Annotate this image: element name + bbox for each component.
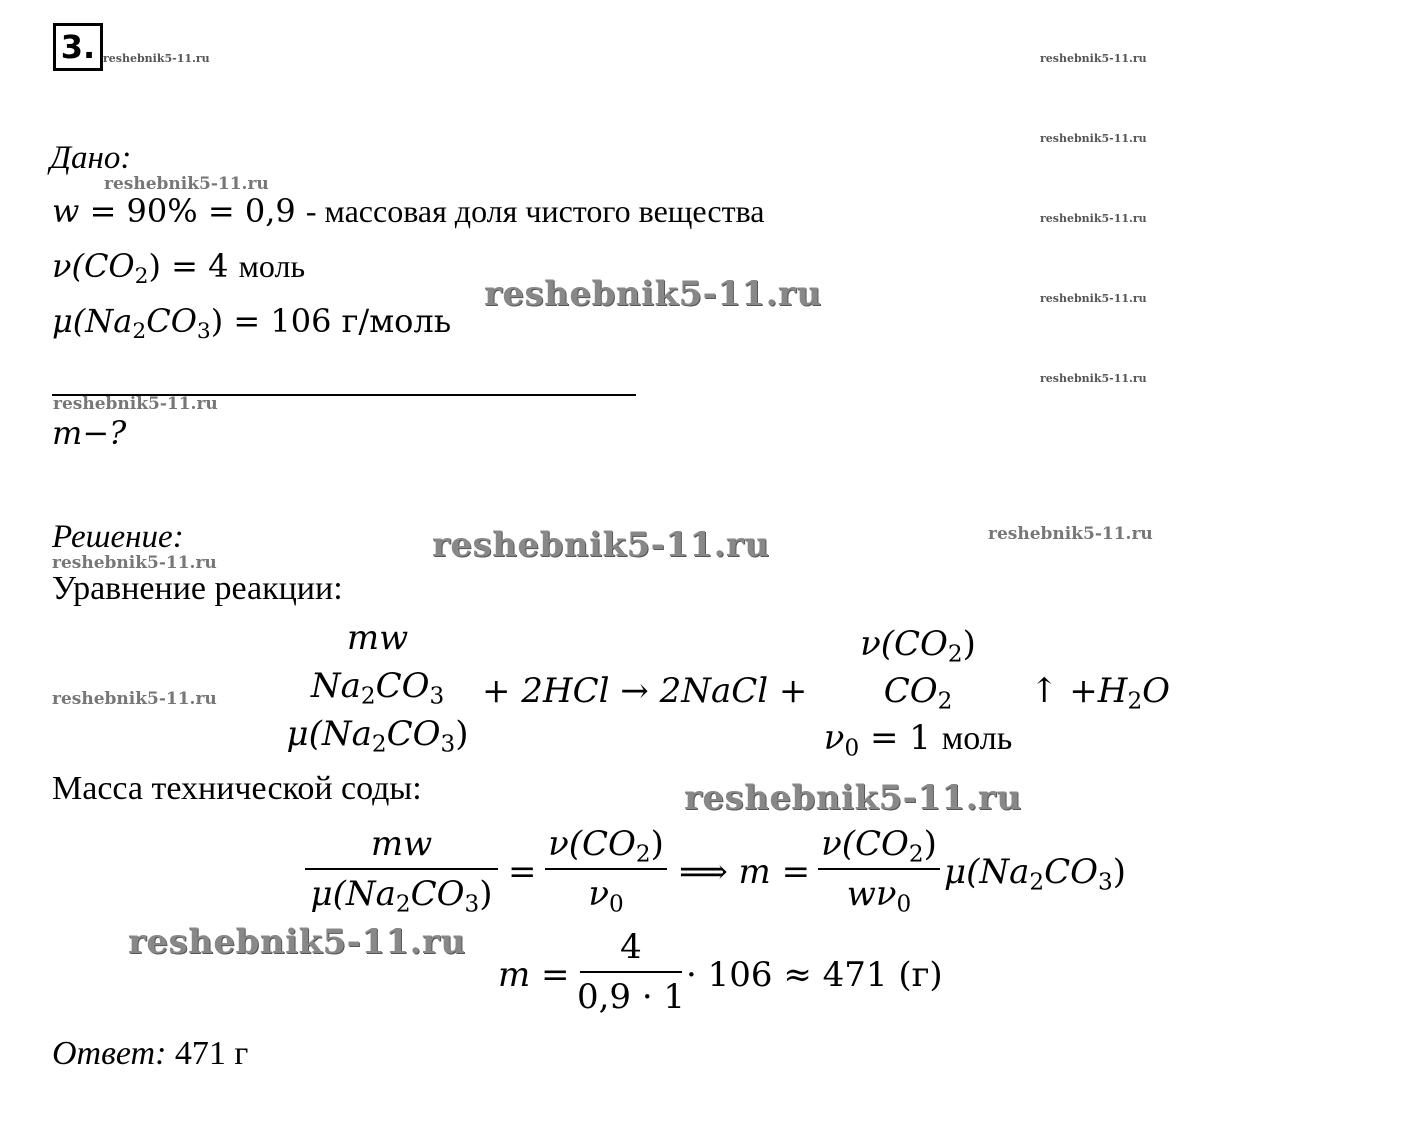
fraction-4-over-0-9: 4 0,9 · 1 — [576, 927, 686, 1017]
watermark: reshebnik5-11.ru — [104, 174, 269, 194]
watermark: reshebnik5-11.ru — [1040, 292, 1147, 305]
calc-lhs: m = — [498, 955, 570, 995]
mass-label: Масса технической соды: — [52, 770, 422, 807]
given-nu-co2: $\nu(CO_2) = 4$ моль — [52, 247, 306, 290]
given-divider — [52, 394, 636, 396]
fraction-nu-over-nu0: $\nu(CO_2)$ $\nu_0$ — [545, 822, 667, 916]
implies-m-equals: ⟹ m = — [679, 852, 811, 892]
watermark: reshebnik5-11.ru — [1040, 52, 1147, 65]
formula-tail: $\mu(Na_2CO_3)$ — [944, 852, 1126, 896]
problem-number: 3. — [53, 23, 103, 71]
reaction-label: Уравнение реакции: — [52, 570, 343, 607]
given-molar-mass: $\mu(Na_2CO_3) = 106$ г/моль — [52, 302, 452, 345]
watermark: reshebnik5-11.ru — [53, 394, 218, 414]
reaction-left-formula: $Na_2CO_3$ — [310, 666, 445, 710]
reaction-middle: + 2HCl → 2NaCl + — [482, 671, 808, 711]
watermark: reshebnik5-11.ru — [1040, 212, 1147, 225]
watermark: reshebnik5-11.ru — [684, 778, 1022, 818]
fraction-mw-over-mu: mw $\mu(Na_2CO_3)$ — [305, 822, 498, 916]
reaction-top-left: mw — [346, 618, 409, 658]
solution-heading: Решение: — [52, 519, 184, 555]
calc-result: · 106 ≈ 471 (г) — [686, 955, 943, 995]
answer — [52, 1035, 248, 1073]
watermark: reshebnik5-11.ru — [103, 52, 210, 65]
reaction-top-right: $\nu(CO_2)$ — [860, 624, 976, 668]
answer-label: Ответ: — [52, 1035, 167, 1072]
given-heading: Дано: — [50, 140, 132, 176]
given-mass-fraction — [52, 192, 765, 230]
watermark: reshebnik5-11.ru — [52, 689, 217, 709]
watermark: reshebnik5-11.ru — [432, 525, 770, 565]
reaction-bottom-left: $\mu(Na_2CO_3)$ — [286, 714, 469, 758]
w-symbol: w — [52, 192, 80, 230]
w-description: - массовая доля чистого вещества — [305, 193, 765, 229]
reaction-end: ↑ $+H_2O$ — [1030, 671, 1171, 715]
equals-sign: = — [508, 852, 537, 892]
watermark: reshebnik5-11.ru — [52, 553, 217, 573]
reaction-bottom-right: $\nu_0 = 1$ моль — [823, 718, 1013, 762]
unknown: m−? — [52, 414, 127, 452]
answer-value: 471 г — [166, 1035, 249, 1072]
w-value: = 90% = 0,9 — [79, 192, 306, 230]
watermark: reshebnik5-11.ru — [988, 524, 1153, 544]
watermark: reshebnik5-11.ru — [128, 922, 466, 962]
reaction-right-formula: $CO_2$ — [883, 671, 953, 715]
watermark: reshebnik5-11.ru — [1040, 132, 1147, 145]
fraction-nu-over-wnu0: $\nu(CO_2)$ $w\nu_0$ — [818, 822, 940, 916]
watermark: reshebnik5-11.ru — [1040, 372, 1147, 385]
watermark: reshebnik5-11.ru — [484, 274, 822, 314]
